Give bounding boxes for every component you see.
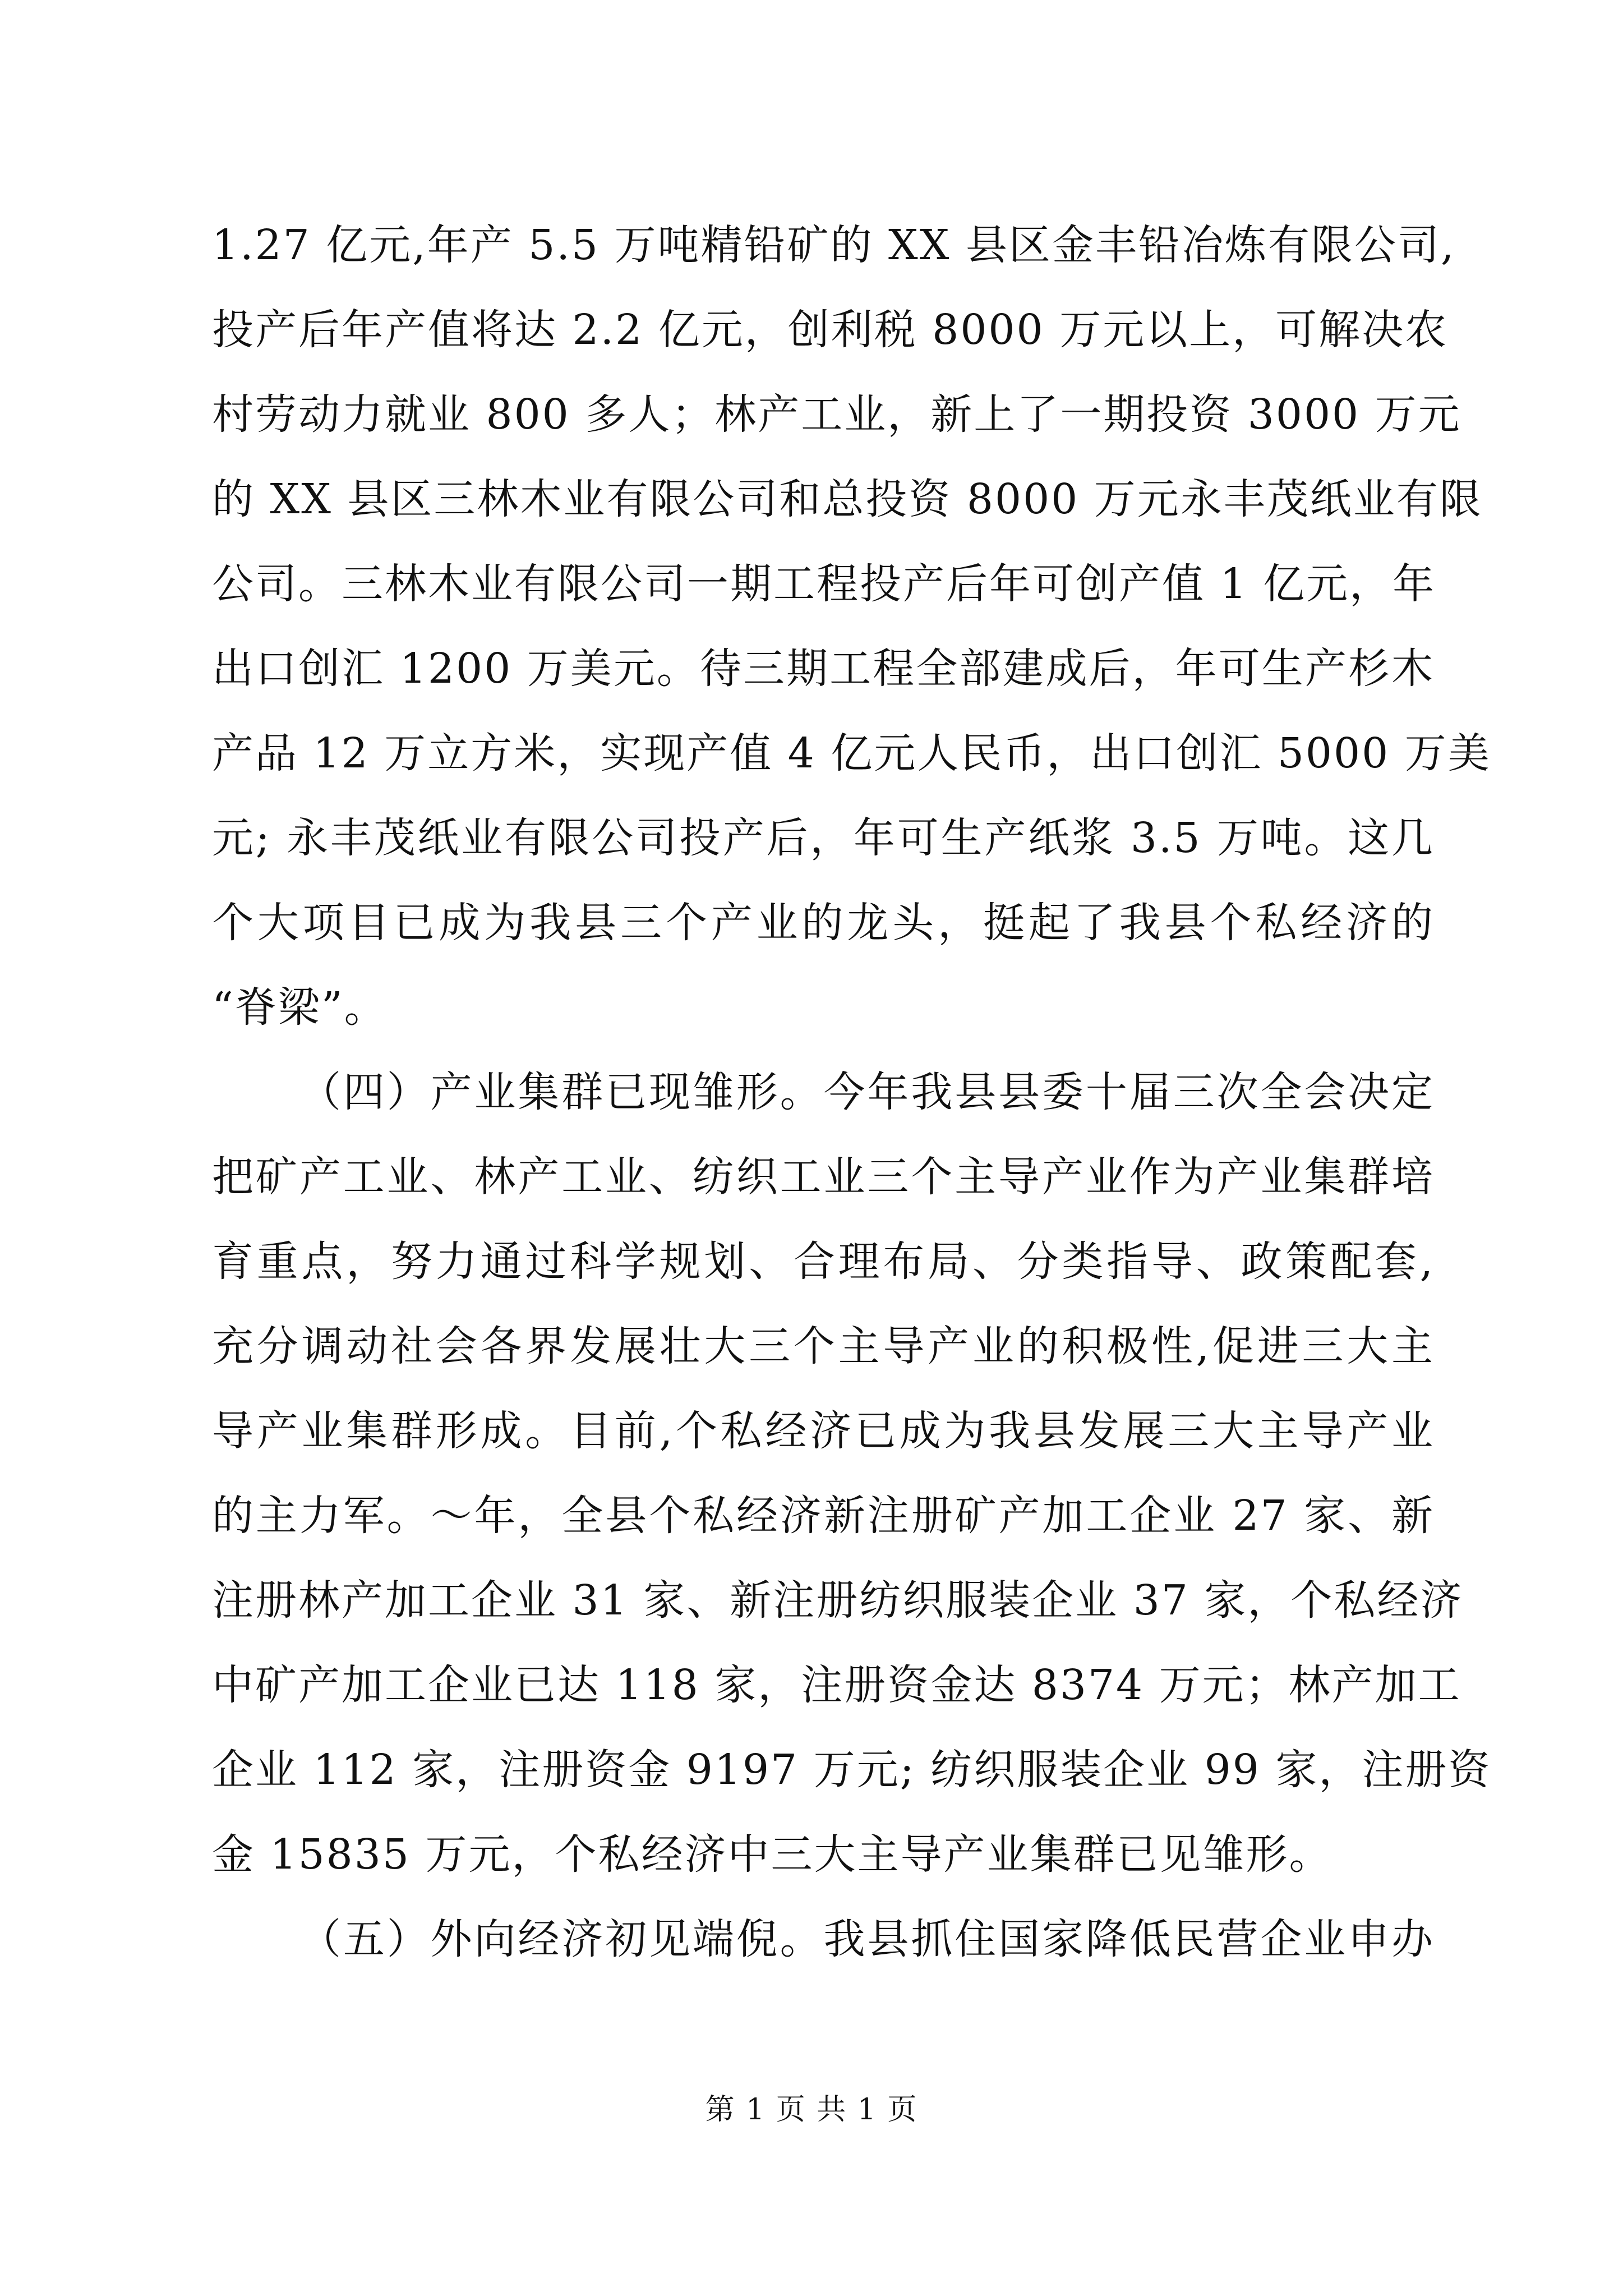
text-line: 投产后年产值将达 2.2 亿元，创利税 8000 万元以上，可解决农	[212, 306, 1449, 354]
text-line: 产品 12 万立方米，实现产值 4 亿元人民币，出口创汇 5000 万美	[212, 729, 1491, 777]
paragraph-heading-line: （四）产业集群已现雏形。今年我县县委十届三次全会决定	[299, 1068, 1435, 1116]
text-line: “脊梁”。	[212, 983, 388, 1032]
text-line: 注册林产加工企业 31 家、新注册纺织服装企业 37 家，个私经济	[212, 1576, 1464, 1625]
text-line: 把矿产工业、林产工业、纺织工业三个主导产业作为产业集群培	[212, 1153, 1435, 1201]
text-line: 育重点，努力通过科学规划、合理布局、分类指导、政策配套,	[212, 1237, 1435, 1286]
page-number: 第 1 页 共 1 页	[705, 2093, 918, 2127]
text-line: 的主力军。～年，全县个私经济新注册矿产加工企业 27 家、新	[212, 1492, 1435, 1540]
text-line: 村劳动力就业 800 多人；林产工业，新上了一期投资 3000 万元	[212, 390, 1461, 439]
text-line: 金 15835 万元，个私经济中三大主导产业集群已见雏形。	[212, 1830, 1332, 1879]
text-line: 出口创汇 1200 万美元。待三期工程全部建成后，年可生产杉木	[212, 645, 1435, 693]
text-line: 个大项目已成为我县三个产业的龙头，挺起了我县个私经济的	[212, 899, 1435, 947]
text-line: 元; 永丰茂纸业有限公司投产后，年可生产纸浆 3.5 万吨。这几	[212, 814, 1435, 862]
text-line: 1.27 亿元,年产 5.5 万吨精铅矿的 XX 县区金丰铅冶炼有限公司,	[212, 221, 1456, 269]
text-line: 企业 112 家，注册资金 9197 万元; 纺织服装企业 99 家，注册资	[212, 1746, 1492, 1794]
text-line: 导产业集群形成。目前,个私经济已成为我县发展三大主导产业	[212, 1407, 1435, 1455]
text-line: 的 XX 县区三林木业有限公司和总投资 8000 万元永丰茂纸业有限	[212, 475, 1483, 523]
text-line: 充分调动社会各界发展壮大三个主导产业的积极性,促进三大主	[212, 1322, 1435, 1370]
page-footer	[0, 2086, 1623, 2128]
document-body	[212, 203, 1492, 1982]
text-line: 中矿产加工企业已达 118 家，注册资金达 8374 万元；林产加工	[212, 1661, 1461, 1709]
paragraph-heading-line: （五）外向经济初见端倪。我县抓住国家降低民营企业申办	[299, 1915, 1435, 1963]
text-line: 公司。三林木业有限公司一期工程投产后年可创产值 1 亿元，年	[212, 560, 1436, 608]
